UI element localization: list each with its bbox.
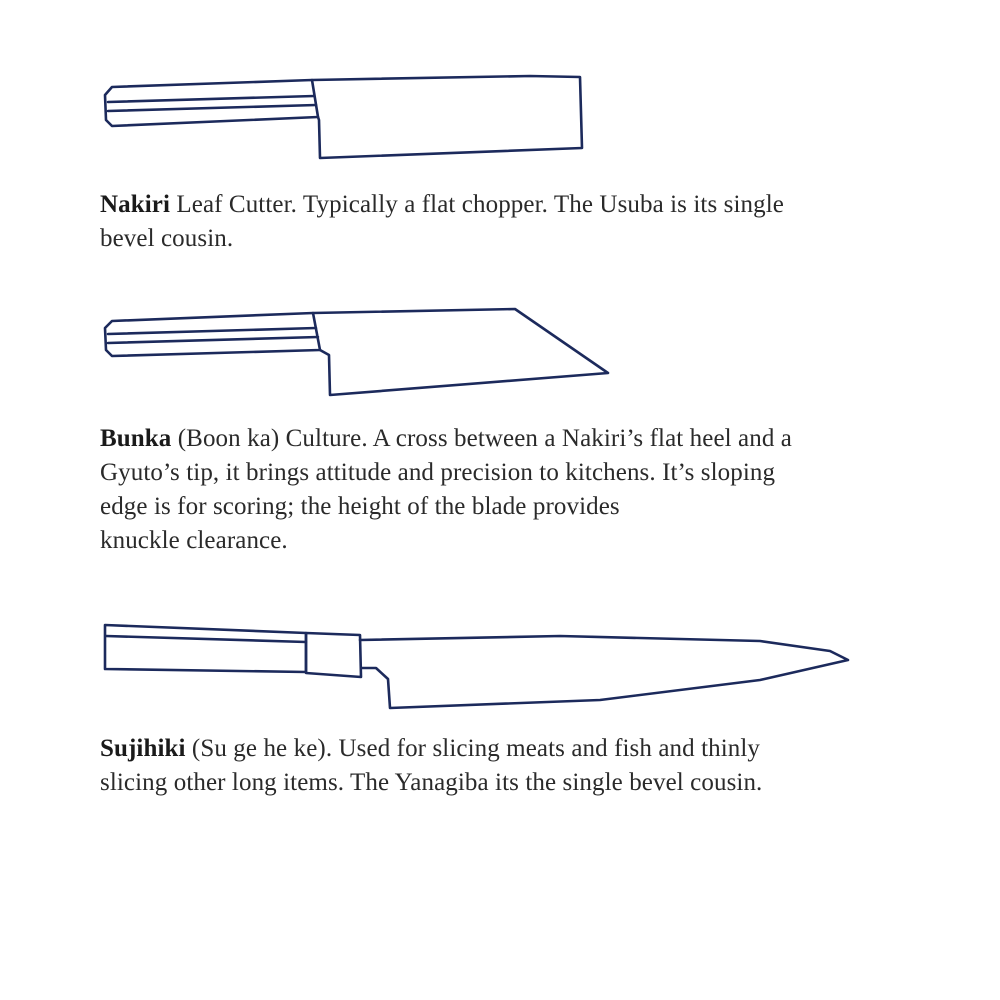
sujihiki-blade [360,636,848,708]
sujihiki-handle [105,625,306,672]
nakiri-name: Nakiri [100,191,171,218]
bunka-description: Bunka (Boon ka) Culture. A cross between a Nakiri’s flat heel and a Gyuto’s tip, it brings attitude and precision to kitchens. It’s sloping edge is for scoring; the height of the blade provides knuckle clearance. [100,425,792,554]
nakiri-description: Nakiri Leaf Cutter. Typically a flat chopper. The Usuba is its single bevel cousin. [100,191,784,252]
bunka-illustration [0,295,1000,405]
nakiri-illustration [0,60,1000,180]
sujihiki-ferrule [306,633,361,677]
sujihiki-name: Sujihiki [100,735,186,762]
bunka-name: Bunka [100,425,172,452]
sujihiki-description: Sujihiki (Su ge he ke). Used for slicing meats and fish and thinly slicing other long items. The Yanagiba its the single bevel cousin. [100,735,763,796]
bunka-blade [313,309,608,395]
bunka-handle [105,313,320,356]
sujihiki-illustration [0,610,1000,720]
nakiri-handle [105,80,318,126]
nakiri-blade [312,76,582,158]
